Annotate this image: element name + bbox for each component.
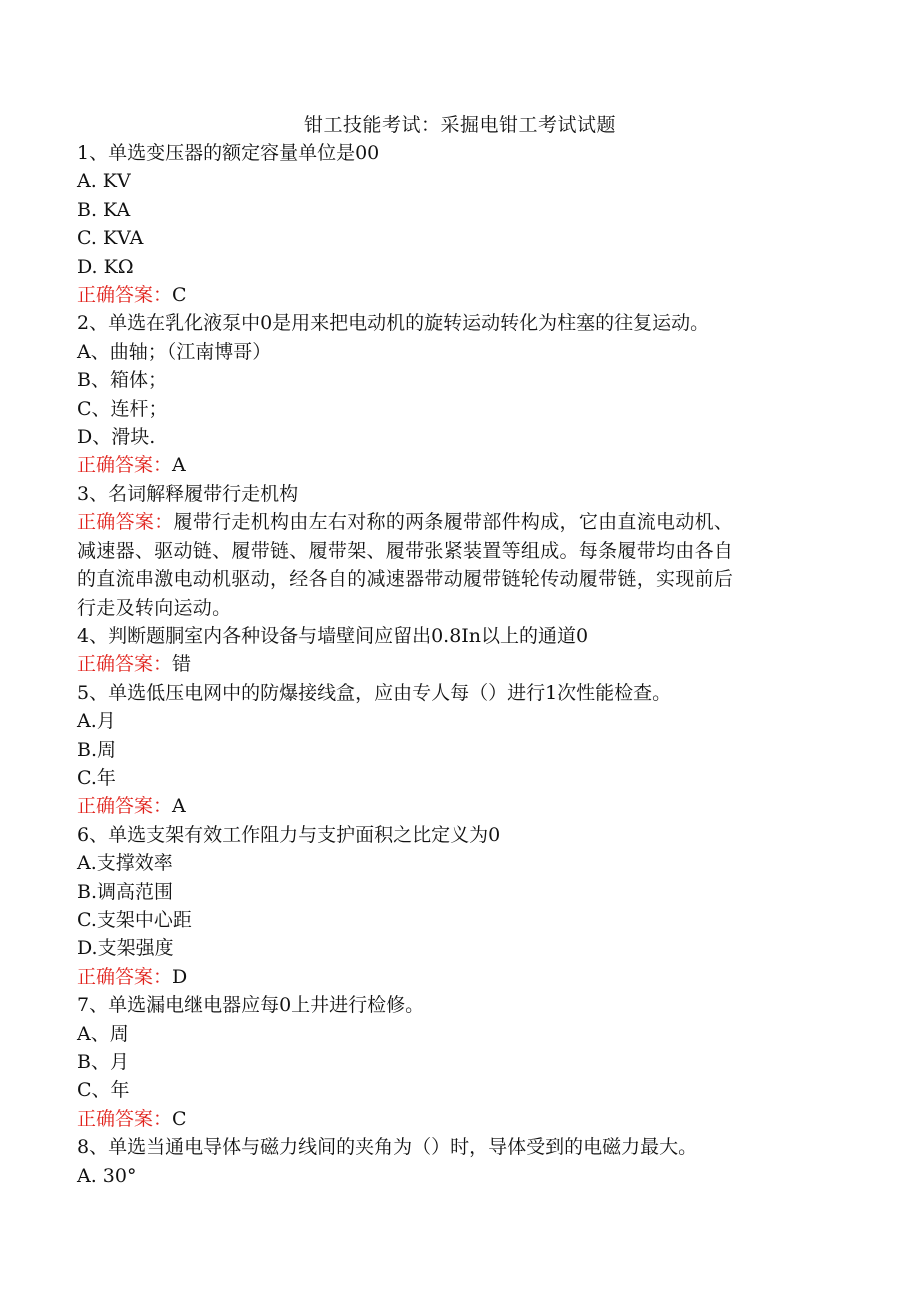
option: C、年 — [77, 1079, 130, 1102]
option: A. 30° — [77, 1164, 137, 1187]
option: C.年 — [77, 766, 116, 789]
option: D. KΩ — [77, 255, 134, 278]
answer-label: 正确答案： — [77, 284, 173, 307]
question-stem: 8、单选当通电导体与磁力线间的夹角为（）时，导体受到的电磁力最大。 — [77, 1136, 698, 1159]
option: C、连杆； — [77, 397, 168, 420]
option: A. KV — [77, 170, 131, 193]
answer-line — [77, 508, 837, 536]
answer-value: A — [172, 795, 186, 818]
answer-line — [77, 1105, 837, 1133]
question-4 — [77, 622, 837, 679]
option: B. KA — [77, 198, 131, 221]
question-6 — [77, 821, 837, 991]
answer-label: 正确答案： — [77, 965, 173, 988]
option: A.月 — [77, 710, 116, 733]
answer-value: C — [172, 284, 187, 307]
answer-explanation-line: 减速器、驱动链、履带链、履带架、履带张紧装置等组成。每条履带均由各自 — [77, 539, 734, 562]
answer-line — [77, 281, 837, 309]
option: C. KVA — [77, 227, 144, 250]
answer-label: 正确答案： — [77, 795, 173, 818]
answer-line — [77, 963, 837, 991]
answer-value: C — [172, 1107, 187, 1130]
question-list — [77, 139, 837, 1190]
option: B.周 — [77, 738, 117, 761]
answer-label: 正确答案： — [77, 511, 174, 534]
answer-explanation-line: 行走及转向运动。 — [77, 596, 232, 619]
answer-label: 正确答案： — [77, 454, 173, 477]
option: B、月 — [77, 1051, 129, 1073]
page-title: 钳工技能考试：采掘电钳工考试试题 — [303, 114, 616, 136]
question-stem: 4、判断题胴室内各种设备与墙壁间应留出0.8In以上的通道0 — [77, 624, 589, 647]
option: D、滑块. — [77, 426, 156, 449]
question-stem: 2、单选在乳化液泵中0是用来把电动机的旋转运动转化为柱塞的往复运动。 — [77, 312, 710, 335]
answer-value: D — [172, 965, 188, 988]
option: D.支架强度 — [77, 937, 174, 960]
answer-line — [77, 792, 837, 820]
question-stem: 7、单选漏电继电器应每0上井进行检修。 — [77, 994, 425, 1017]
question-7 — [77, 991, 837, 1133]
answer-line — [77, 451, 837, 479]
answer-label: 正确答案： — [77, 653, 173, 676]
answer-explanation-line: 履带行走机构由左右对称的两条履带部件构成，它由直流电动机、 — [173, 511, 734, 534]
option: B、箱体； — [77, 369, 167, 392]
option: A、周 — [77, 1022, 129, 1045]
answer-value: 错 — [172, 653, 192, 676]
question-5 — [77, 679, 837, 821]
question-1 — [77, 139, 837, 309]
question-8 — [77, 1133, 837, 1190]
question-stem: 6、单选支架有效工作阻力与支护面积之比定义为0 — [77, 823, 501, 846]
answer-explanation-line: 的直流串激电动机驱动，经各自的减速器带动履带链轮传动履带链，实现前后 — [77, 568, 734, 591]
option: A.支撑效率 — [77, 852, 173, 875]
answer-value: A — [172, 454, 186, 477]
question-stem: 1、单选变压器的额定容量单位是00 — [77, 142, 380, 164]
answer-line — [77, 650, 837, 678]
question-3 — [77, 480, 837, 622]
option: B.调高范围 — [77, 880, 174, 903]
option: C.支架中心距 — [77, 908, 192, 931]
option: A、曲轴；（江南博哥） — [77, 340, 272, 363]
question-stem: 3、名词解释履带行走机构 — [77, 482, 299, 505]
answer-label: 正确答案： — [77, 1107, 173, 1130]
question-stem: 5、单选低压电网中的防爆接线盒，应由专人每（）进行1次性能检查。 — [77, 681, 672, 704]
question-2 — [77, 309, 837, 479]
